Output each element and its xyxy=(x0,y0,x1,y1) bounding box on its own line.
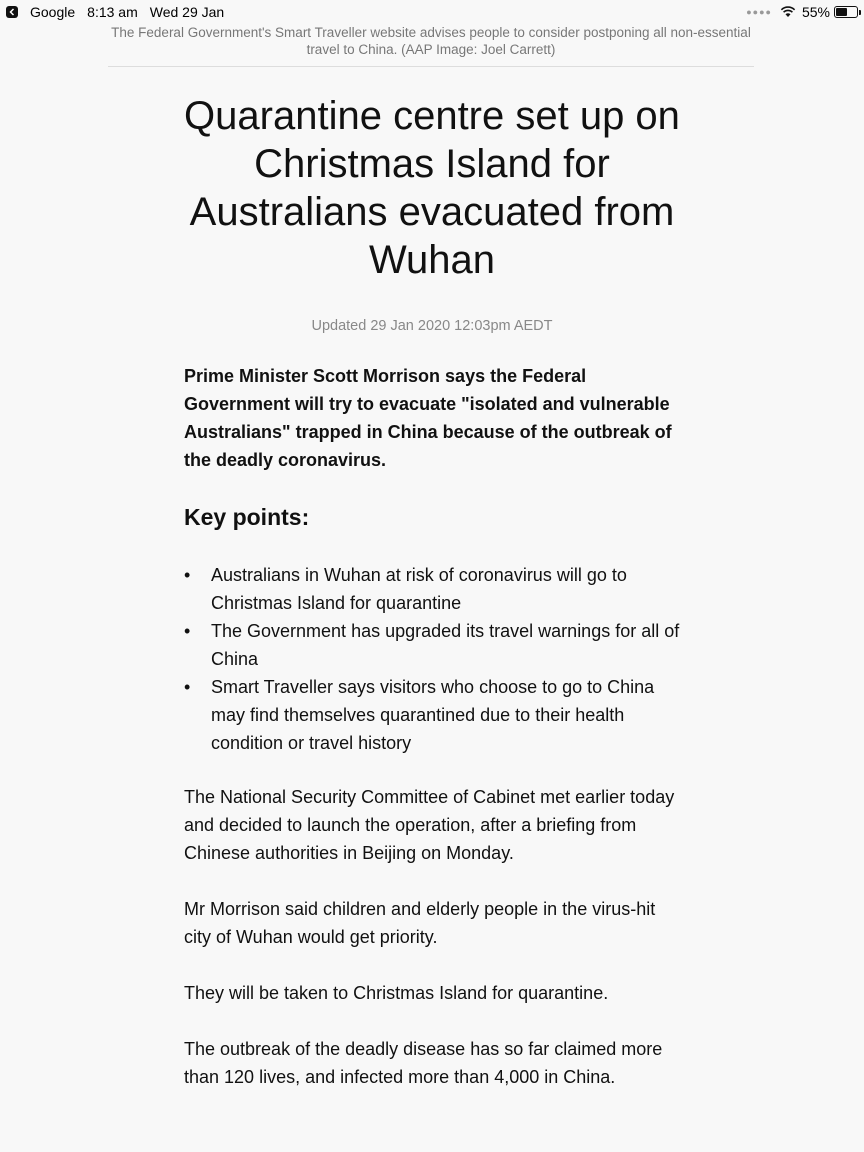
article-headline: Quarantine centre set up on Christmas Island for Australians evacuated from Wuhan xyxy=(184,94,680,282)
battery-percent: 55% xyxy=(801,4,830,20)
key-point-text: Smart Traveller says visitors who choose to go to China may find themselves quarantined due to their health condition or travel history xyxy=(211,677,655,753)
key-point-item xyxy=(184,673,680,757)
key-points-list xyxy=(184,561,680,757)
key-point-text: The Government has upgraded its travel warnings for all of China xyxy=(211,621,680,669)
status-bar xyxy=(0,0,864,24)
battery-icon xyxy=(834,6,858,18)
back-to-app-label[interactable]: Google xyxy=(30,4,76,20)
article-paragraph: The National Security Committee of Cabinet met earlier today and decided to launch the operation, after a briefing from Chinese authorities in Beijing on Monday. xyxy=(184,787,675,863)
status-left xyxy=(6,4,236,20)
bullet-icon: • xyxy=(184,621,191,641)
article-body xyxy=(184,362,680,1119)
article-paragraph: The outbreak of the deadly disease has so far claimed more than 120 lives, and infected more than 4,000 in China. xyxy=(184,1039,663,1087)
status-time: 8:13 am xyxy=(87,4,138,20)
wifi-icon xyxy=(780,6,796,18)
back-to-app-icon[interactable] xyxy=(6,6,18,18)
status-date: Wed 29 Jan xyxy=(149,4,225,20)
key-point-item xyxy=(184,617,680,673)
key-point-item xyxy=(184,561,680,617)
signal-icon: ●●●● xyxy=(746,7,772,17)
bullet-icon: • xyxy=(184,677,191,697)
article-paragraph: They will be taken to Christmas Island for quarantine. xyxy=(184,983,609,1003)
battery-fill xyxy=(836,8,847,16)
updated-timestamp: Updated 29 Jan 2020 12:03pm AEDT xyxy=(311,318,553,334)
status-right xyxy=(746,4,858,20)
article-lead: Prime Minister Scott Morrison says the Federal Government will try to evacuate "isolated and vulnerable Australians" trapped in China because of the outbreak of the deadly coronavirus. xyxy=(184,366,672,470)
key-point-text: Australians in Wuhan at risk of coronavirus will go to Christmas Island for quarantine xyxy=(211,565,627,613)
key-points-heading: Key points: xyxy=(184,504,310,530)
bullet-icon: • xyxy=(184,565,191,585)
battery-nub xyxy=(859,10,861,15)
image-caption: The Federal Government's Smart Traveller website advises people to consider postponing all non-essential travel to China. (AAP Image: Joel Carrett) xyxy=(108,24,754,67)
article-paragraph: Mr Morrison said children and elderly people in the virus-hit city of Wuhan would get priority. xyxy=(184,899,656,947)
